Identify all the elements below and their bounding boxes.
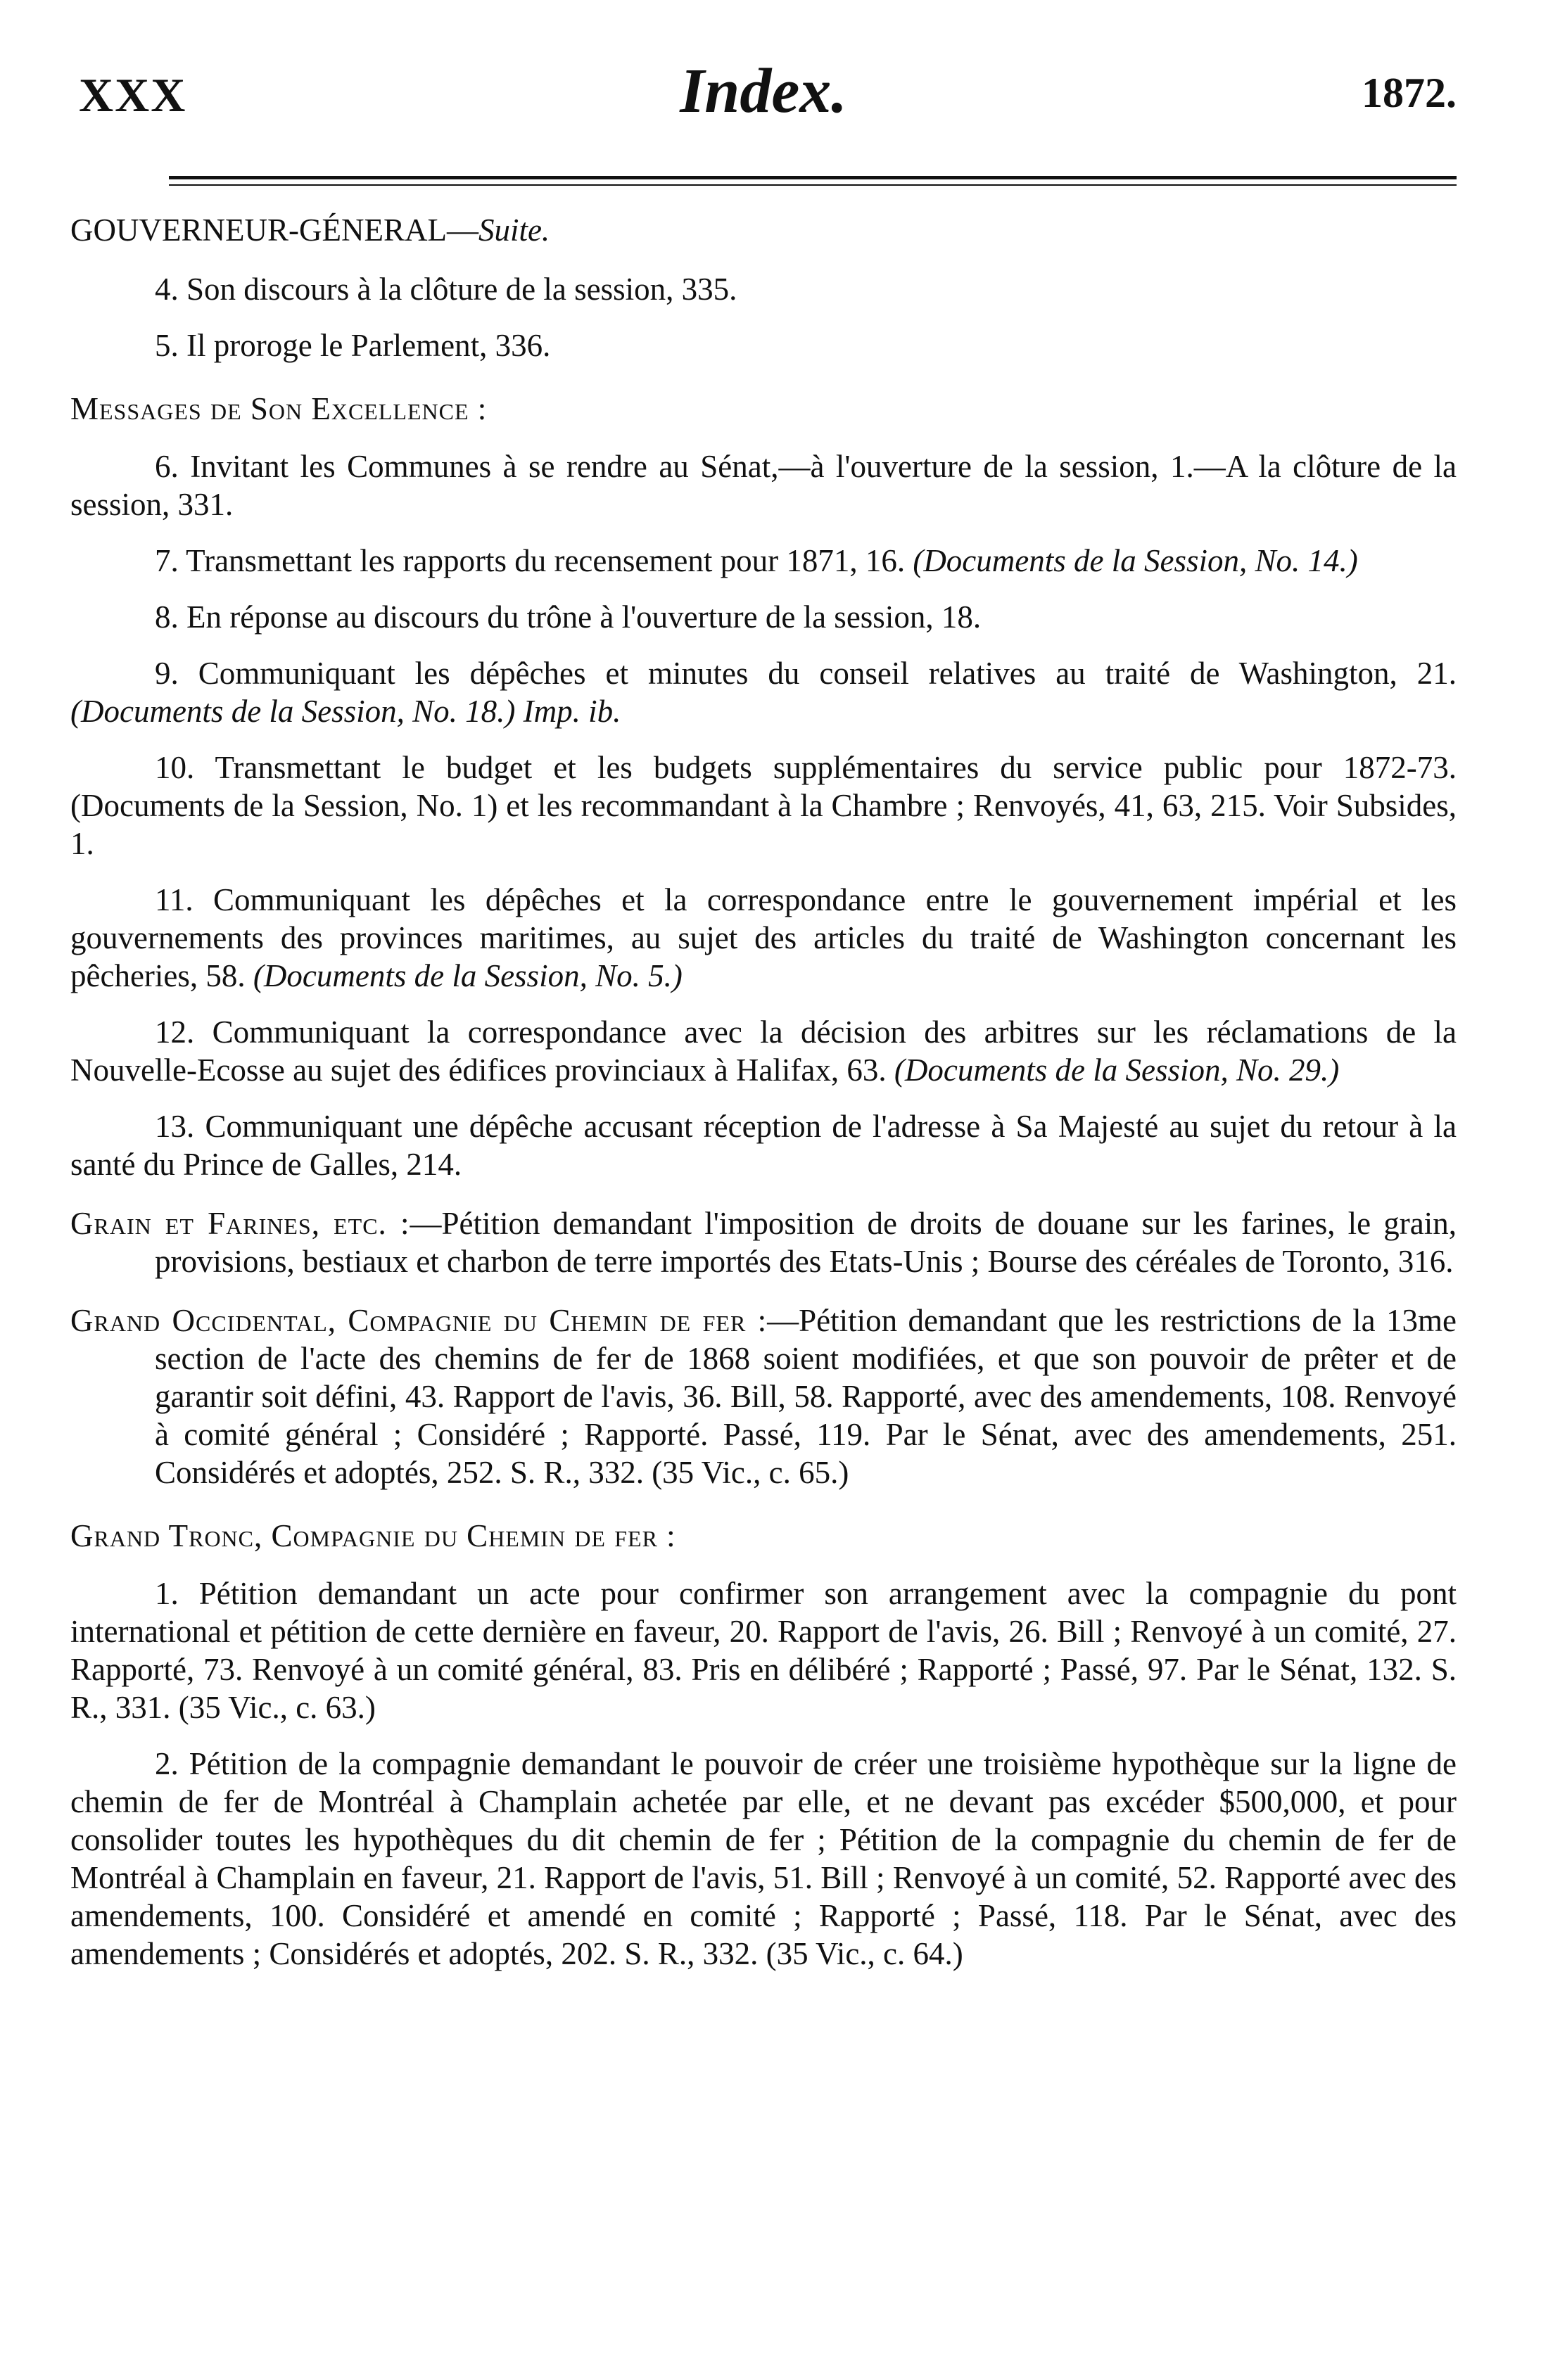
grand-tronc-item-2: 2. Pétition de la compagnie demandant le pouvoir de créer une troisième hypothèque sur la ligne de chemin de fer de Montréal à Champlain achetée par elle, et ne devant pas excéder $500,000, et pour consolider toutes les hypothèques du dit chemin de fer ; Pétition de la compagnie du chemin de fer de Montréal à Champlain en faveur, 21. Rapport de l'avis, 51. Bill ; Renvoyé à un comité, 52. Rapporté avec des amendements, 100. Considéré et amendé en comité ; Rapporté ; Passé, 118. Par le Sénat, avec des amendements ; Considérés et adoptés, 202. S. R., 332. (35 Vic., c. 64.) [70,1746,1457,1971]
entry-grain-farines: Grain et Farines, etc. :—Pétition demandant l'imposition de droits de douane sur les farines, le grain, provisions, bestiaux et charbon de terre importés des Etats-Unis ; Bourse des céréales de Toronto, 316. [70,1206,1457,1279]
message-item-10: 10. Transmettant le budget et les budgets supplémentaires du service public pour 1872-73. (Documents de la Session, No. 1) et les recommandant à la Chambre ; Renvoyés, 41, 63, 215. Voir Subsides, 1. [70,750,1457,861]
message-item-13: 13. Communiquant une dépêche accusant réception de l'adresse à Sa Majesté au sujet du retour à la santé du Prince de Galles, 214. [70,1109,1457,1182]
folio-numeral: XXX [79,68,187,122]
message-item-9: 9. Communiquant les dépêches et minutes du conseil relatives au traité de Washington, 21. (Documents de la Session, No. 18.) Imp. ib. [70,656,1457,729]
gov-item-4: 4. Son discours à la clôture de la session, 335. [155,272,737,307]
running-title: Index. [680,56,847,126]
message-item-12: 12. Communiquant la correspondance avec la décision des arbitres sur les réclamations de la Nouvelle-Ecosse au sujet des édifices provinciaux à Halifax, 63. (Documents de la Session, No. 29.) [70,1014,1457,1088]
page-header [70,0,1457,141]
grand-tronc-item-1: 1. Pétition demandant un acte pour confirmer son arrangement avec la compagnie du pont international et pétition de cette dernière en faveur, 20. Rapport de l'avis, 26. Bill ; Renvoyé à un comité, 27. Rapporté, 73. Renvoyé à un comité général, 83. Pris en délibéré ; Rapporté ; Passé, 97. Par le Sénat, 132. S. R., 331. (35 Vic., c. 63.) [70,1576,1457,1725]
grand-tronc-heading: Grand Tronc, Compagnie du Chemin de fer : [70,1518,676,1553]
message-item-7: 7. Transmettant les rapports du recensement pour 1871, 16. (Documents de la Session, No. 14.) [155,543,1358,578]
messages-heading: Messages de Son Excellence : [70,391,488,426]
header-rule-thin [169,184,1457,186]
continued-heading: GOUVERNEUR-GÉNERAL—Suite. [70,212,550,248]
entry-grand-occidental: Grand Occidental, Compagnie du Chemin de fer :—Pétition demandant que les restrictions de la 13me section de l'acte des chemins de fer de 1868 soient modifiées, et que son pouvoir de prêter et de garantir soit défini, 43. Rapport de l'avis, 36. Bill, 58. Rapporté, avec des amendements, 108. Renvoyé à comité général ; Considéré ; Rapporté. Passé, 119. Par le Sénat, avec des amendements, 251. Considérés et adoptés, 252. S. R., 332. (35 Vic., c. 65.) [70,1303,1457,1490]
message-item-11: 11. Communiquant les dépêches et la correspondance entre le gouvernement impérial et les gouvernements des provinces maritimes, au sujet des articles du traité de Washington concernant les pêcheries, 58. (Documents de la Session, No. 5.) [70,882,1457,993]
message-item-6: 6. Invitant les Communes à se rendre au Sénat,—à l'ouverture de la session, 1.—A la clôture de la session, 331. [70,449,1457,522]
index-page [70,0,1457,1971]
header-rule [169,176,1457,179]
index-text [70,211,1457,1991]
message-item-8: 8. En réponse au discours du trône à l'ouverture de la session, 18. [155,599,982,635]
gov-item-5: 5. Il proroge le Parlement, 336. [155,328,551,363]
page-year: 1872. [1362,70,1457,116]
